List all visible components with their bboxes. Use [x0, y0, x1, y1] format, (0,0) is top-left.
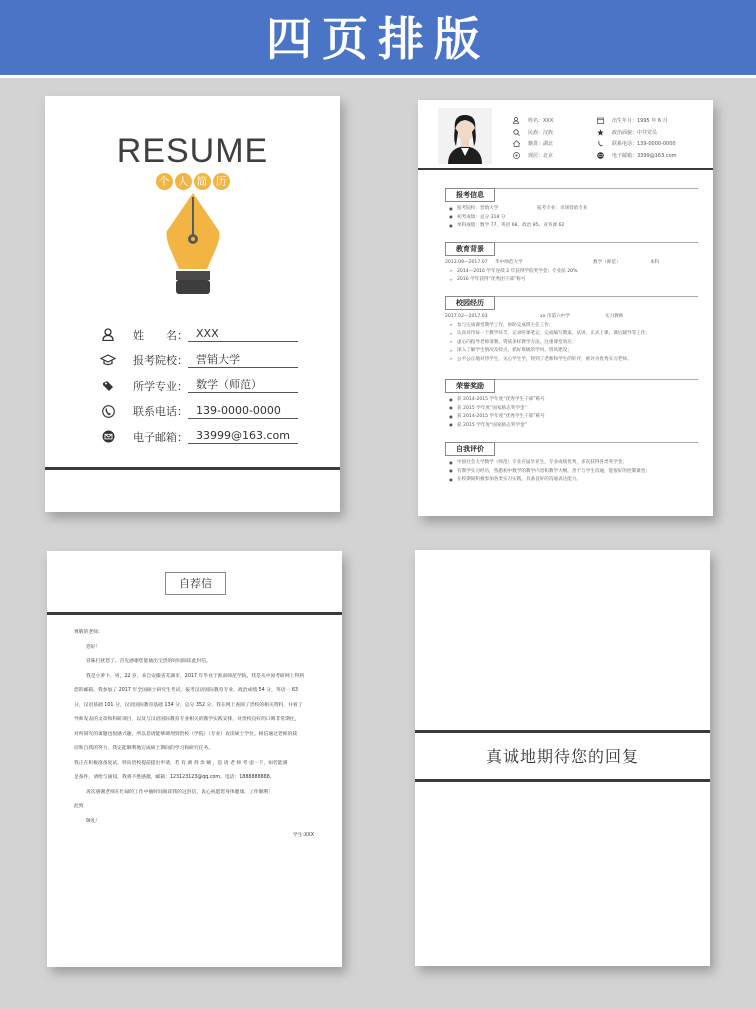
letter-paragraph: 我是小萝卜，男，22 岁，来自安徽省芜湖市，2017 年毕业于淮南师范学院。我是从中国考研网上得到: [86, 673, 305, 679]
divider-bar: [47, 612, 342, 615]
section-heading: 荣誉奖励: [445, 379, 495, 393]
divider-bar: [418, 168, 713, 170]
section-line: ● 有教学实习经历，熟悉初中数学的教学内容和教学大纲，善于与学生沟通，能很好的控制课堂；: [449, 468, 650, 474]
cover-field-email: [97, 424, 327, 450]
section-line: ➢ 深入了解学生情况及特点，抓好班级的学风、班风建设；: [449, 347, 572, 354]
letter-paragraph: 您的邮箱。我参加了 2017 年全国硕士研究生考试，报考汉语国际教育专业，政治成绩 54 分，英语一 63: [74, 688, 298, 693]
section-line: ● 获 2015 学年度“国家励志奖学金”: [449, 405, 527, 411]
graduation-cap-icon: [97, 353, 119, 367]
info-phone: 联系电话：139-0000-0000: [594, 138, 677, 150]
section-line: ● 在校期间积极参加各类实习实践，具备良好的沟通表达能力。: [449, 476, 582, 483]
cover-field-name: [97, 322, 327, 348]
letter-paragraph: 对所研究的课题也很感兴趣，所以恳请能够调剂到贵校（学院）（专业）攻读硕士学位。相信通过老师的栽: [74, 731, 298, 737]
field-label: 联系电话：: [133, 405, 188, 419]
info-name: 姓名：XXX: [510, 115, 553, 127]
info-ethnicity: 民族：汉族: [510, 127, 553, 139]
field-value: XXX: [188, 327, 298, 342]
location-icon: [510, 152, 522, 159]
divider-bar: [45, 467, 340, 470]
subtitle-char: 人: [175, 173, 192, 190]
letter-salute: 敬礼！: [86, 818, 101, 824]
section-line: ● 报考院校：营销大学 报考专业：市场营销专业: [449, 205, 588, 212]
cover-field-phone: [97, 399, 327, 425]
letter-signature: 学生:XXX: [292, 833, 314, 838]
section-heading: 校园经历: [445, 296, 495, 310]
section-self-evaluation: [445, 436, 698, 484]
letter-paragraph: 分，汉语基础 101 分，汉语国际教育基础 134 分，总分 352 分。我在网上查阅了贵校的相关资料，并看了: [74, 702, 303, 708]
section-line: ● 单科成绩：数学 77、英语 68、政治 85、业务课 62: [449, 222, 565, 229]
basic-info-left: [510, 115, 553, 161]
info-politics: 政治面貌：中共党员: [594, 127, 677, 139]
field-label: 电子邮箱：: [133, 430, 188, 444]
section-heading: 自我评价: [445, 442, 495, 456]
subtitle-char: 个: [156, 173, 173, 190]
subtitle-char: 历: [213, 173, 230, 190]
letter-paragraph: 培和自我的努力，我定能顺利地完成硕士期间的学习和研究任务。: [74, 746, 214, 751]
section-line: ● 获 2014-2015 学年度“优秀学生干部”称号: [449, 396, 545, 403]
field-label: 姓 名：: [133, 328, 188, 342]
basic-info-right: [594, 115, 677, 161]
resume-subtitle: [45, 170, 340, 190]
section-line: ➢ 虚心向指导老师请教，资质多样教学方法，注重课堂效应；: [449, 339, 577, 345]
info-birth: 出生年月：1995 年 6 月: [594, 115, 677, 127]
info-hometown: 籍贯：湖北: [510, 138, 553, 150]
section-line: ➢ 认真对待每一个教学环节，记录听课笔记，完成编写教案、试讲、正式上课、课后辅导等工作；: [449, 330, 650, 337]
section-campus: [445, 290, 698, 363]
section-line: ➢ 公平公正地对待学生，关心学生学，得到了老师和学生的好评，被评为优秀实习老师。: [449, 356, 632, 362]
letter-paragraph: 再次感谢老师在忙碌的工作中抽时间阅读我的这封信，衷心祝愿您身体健康，工作顺利！: [86, 789, 274, 795]
phone-icon: [97, 404, 119, 418]
resume-page: [418, 100, 713, 516]
section-heading: 教育背景: [445, 242, 495, 256]
letter-hello: 您好！: [86, 644, 101, 650]
closing-page: [415, 550, 710, 966]
resume-title: RESUME: [116, 132, 269, 170]
banner-title: 四页排版: [266, 12, 490, 66]
cover-field-school: [97, 348, 327, 374]
section-line: ➢ 2016 学年获得“优秀团干部”称号: [449, 276, 526, 283]
section-exam-info: [445, 182, 698, 230]
section-line: 2013.09—2017.07 华中师范大学 数学（师范） 本科: [445, 259, 660, 266]
letter-body: [74, 626, 320, 844]
home-icon: [510, 140, 522, 147]
person-icon: [97, 328, 119, 342]
info-email: 电子邮箱：3399@163.com: [594, 150, 677, 162]
email-icon: [97, 430, 119, 444]
section-honors: [445, 373, 698, 429]
letter-closing: 此致: [74, 804, 84, 809]
fountain-pen-icon: [163, 191, 223, 303]
divider-bar: [415, 779, 710, 782]
search-icon: [510, 129, 522, 136]
field-label: 所学专业：: [133, 379, 188, 393]
info-residence: 现居：北京: [510, 150, 553, 162]
section-line: ● 初考成绩：总分 318 分: [449, 214, 506, 220]
section-line: ● 中国社会大学数学（师范）专业应届毕业生，专业成绩优秀，多次获得各类奖学金；: [449, 459, 627, 466]
profile-photo: [438, 108, 492, 164]
section-line: 2017.02—2017.03 xx 市第六中学 实习教师: [445, 313, 624, 320]
closing-text: 真诚地期待您的回复: [485, 747, 639, 766]
email-icon: [594, 152, 606, 159]
letter-greeting: 尊敬的老师：: [74, 630, 103, 635]
section-heading: 报考信息: [445, 188, 495, 202]
letter-paragraph: 我正在积极准备复试，特向贵校提前提出申请，若 有 调 剂 余 额 ，恳 请 老 师 考 虑一下，如若能满: [74, 760, 288, 766]
person-icon: [510, 117, 522, 124]
section-education: [445, 236, 698, 284]
star-icon: [594, 129, 606, 136]
field-value: 33999@163.com: [188, 429, 298, 444]
letter-paragraph: 冒昧打扰您了。首先感谢您能抽出宝贵的时间阅读此封信。: [86, 659, 211, 664]
field-value: 营销大学: [188, 353, 298, 368]
subtitle-char: 简: [194, 173, 211, 190]
tag-icon: [97, 379, 119, 393]
field-label: 报考院校：: [133, 354, 188, 368]
cover-info-list: [97, 322, 327, 450]
letter-title: 自荐信: [165, 572, 226, 595]
section-line: ➢ 参与完成课堂教学工作，协助完成班主任工作；: [449, 322, 554, 328]
calendar-icon: [594, 117, 606, 124]
field-value: 数学（师范）: [188, 378, 298, 393]
field-value: 139-0000-0000: [188, 404, 298, 419]
letter-paragraph: 导师发表的文章和科研项目，以及与汉语国际教育专业相关的教学实践安排，对贵校良好的口碑非常期往，: [74, 717, 300, 722]
cover-page: [45, 96, 340, 512]
cover-letter-page: [47, 551, 342, 967]
letter-paragraph: 足条件，请给与通知，我将不胜感激，邮箱：123123123@qq.com。电话：1888888888。: [74, 775, 275, 780]
section-line: ● 获 2014-2015 学年度“优秀学生干部”称号: [449, 413, 545, 420]
cover-field-major: [97, 373, 327, 399]
divider-bar: [415, 730, 710, 733]
phone-icon: [594, 140, 606, 147]
section-line: ➢ 2014—2016 学年连续 2 年获得学院奖学金；专业前 20%: [449, 268, 578, 274]
section-line: ● 获 2015 学年度“国家励志奖学金”: [449, 422, 527, 428]
banner: [0, 0, 756, 78]
